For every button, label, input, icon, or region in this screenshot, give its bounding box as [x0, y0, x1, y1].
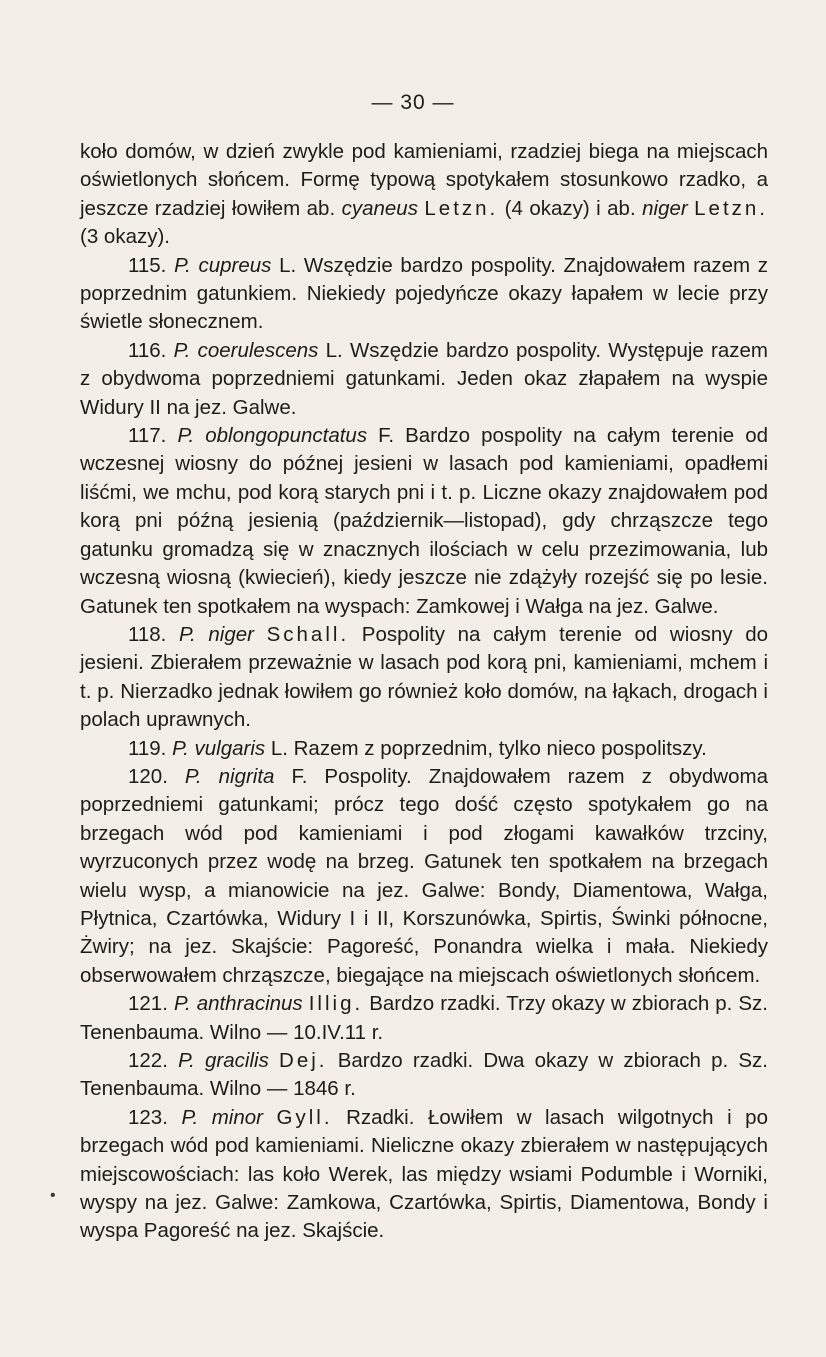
text-run: 118.: [128, 622, 180, 646]
paragraph: [80, 1047, 768, 1104]
species-name: P. vulgaris: [172, 736, 266, 760]
text-run: 120.: [128, 764, 185, 788]
paragraph: [80, 138, 768, 252]
paragraph: [80, 422, 768, 621]
species-name: P. nigrita: [184, 764, 275, 788]
species-name: P. niger: [179, 622, 254, 646]
author-name: Letzn.: [424, 196, 499, 220]
species-name: P. minor: [181, 1105, 263, 1129]
species-name: P. gracilis: [178, 1049, 269, 1072]
text-run: 115.: [128, 253, 175, 277]
text-run: (3 okazy).: [80, 225, 170, 249]
paragraph: [80, 252, 768, 337]
author-name: Gyll.: [276, 1105, 333, 1129]
text-run: [263, 1106, 277, 1129]
text-run: Bardzo rzadki. Dwa okazy w zbiorach p. Sz. Tenenbauma. Wilno — 1846 r.: [80, 1049, 768, 1101]
author-name: Illig.: [308, 992, 364, 1016]
text-run: L. Wszędzie bardzo pospolity. Występuje razem z obydwoma poprzedniemi gatunkami. Jeden okaz złapałem na wyspie Widury II na jez. Galwe.: [80, 338, 769, 419]
author-name: Dej.: [279, 1049, 328, 1072]
page-number: — 30 —: [371, 91, 455, 114]
species-name: P. oblongopunctatus: [177, 424, 368, 448]
margin-bullet-mark: •: [50, 1187, 56, 1204]
species-name: cyaneus: [341, 196, 418, 220]
text-run: 123.: [128, 1105, 182, 1129]
text-run: koło domów, w dzień zwykle pod kamieniami, rzadziej biega na miejscach oświetlonych słońcem. Formę typową spotykałem stosunkowo rzadko, a jeszcze rzadziej łowiłem ab.: [80, 140, 768, 220]
text-run: 119.: [128, 736, 173, 760]
text-run: Bardzo rzadki. Trzy okazy w zbiorach p. Sz. Tenenbauma. Wilno — 10.IV.11 r.: [80, 992, 768, 1044]
species-name: P. anthracinus: [173, 992, 303, 1016]
text-run: 122.: [128, 1049, 179, 1072]
text-run: F. Pospolity. Znajdowałem razem z obydwoma poprzedniemi gatunkami; prócz tego dość często spotykałem go na brzegach wód pod kamieniami i pod złogami kawałków trzciny, wyrzuconych przez wodę na brzeg. Gatunek ten spotkałem na brzegach wielu wysp, a mianowicie na jez. Galwe: Bondy, Diamentowa, Wałga, Płytnica, Czartówka, Widury I i II, Korszunówka, Spirtis, Świnki północne, Żwiry; na jez. Skajście: Pagoreść, Ponandra wielka i mała. Niekiedy obserwowałem chrząszcze, biegające na miejscach oświetlonych słońcem.: [80, 764, 768, 987]
text-run: [269, 1049, 279, 1072]
text-run: 116.: [128, 338, 174, 362]
species-name: P. coerulescens: [173, 338, 319, 362]
paragraph: [80, 735, 768, 763]
text-run: [254, 623, 267, 646]
text-run: Pospolity na całym terenie od wiosny do jesieni. Zbierałem przeważnie w lasach pod korą pni, kamieniami, mchem i t. p. Nierzadko jednak łowiłem go również koło domów, na łąkach, drogach i polach uprawnych.: [80, 622, 769, 732]
species-name: P. cupreus: [174, 253, 272, 277]
paragraph: [80, 1104, 768, 1246]
paragraph: [80, 621, 768, 735]
text-run: 121.: [128, 992, 174, 1016]
author-name: Schall.: [266, 622, 350, 646]
author-name: Letzn.: [694, 196, 768, 220]
text-run: L. Razem z poprzednim, tylko nieco pospolitszy.: [265, 736, 707, 760]
text-run: F. Bardzo pospolity na całym terenie od wczesnej wiosny do późnej jesieni w lasach pod kamieniami, opadłemi liśćmi, we mchu, pod korą starych pni i t. p. Liczne okazy znajdowałem pod korą pni późną jesienią (październik—listopad), gdy chrząszcze tego gatunku gromadzą się w znacznych ilościach w celu przezimowania, lub wczesną wiosną (kwiecień), kiedy jeszcze nie zdążyły rozejść się po lesie. Gatunek ten spotkałem na wyspach: Zamkowej i Wałga na jez. Galwe.: [80, 424, 769, 618]
paragraph: [80, 990, 768, 1047]
text-run: (4 okazy) i ab.: [498, 196, 643, 220]
text-run: 117.: [128, 424, 178, 448]
page-body: [80, 138, 768, 1246]
text-run: Rzadki. Łowiłem w lasach wilgotnych i po brzegach wód pod kamieniami. Nieliczne okazy zbierałem w następujących miejscowościach: las koło Werek, las między wsiami Podumble i Worniki, wyspy na jez. Galwe: Zamkowa, Czartówka, Spirtis, Diamentowa, Bondy i wyspa Pagoreść na jez. Skajście.: [80, 1105, 768, 1243]
text-run: L. Wszędzie bardzo pospolity. Znajdowałem razem z poprzednim gatunkiem. Niekiedy pojedyńcze okazy łapałem w lecie przy świetle słonecznem.: [80, 253, 768, 334]
paragraph: [80, 337, 768, 422]
paragraph: [80, 763, 768, 990]
species-name: niger: [642, 196, 688, 220]
